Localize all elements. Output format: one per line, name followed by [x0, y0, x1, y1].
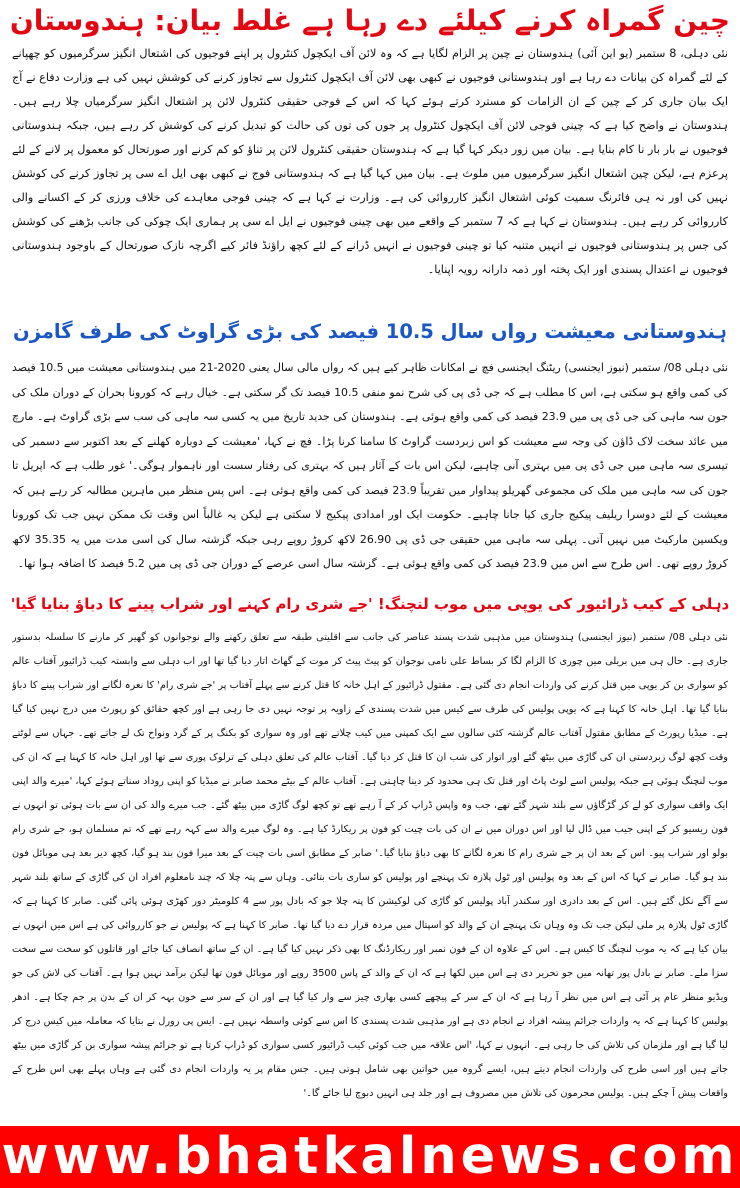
article-2-headline: ہندوستانی معیشت رواں سال 10.5 فیصد کی بڑی گراوٹ کی طرف گامزن: [13, 320, 727, 343]
footer-banner: [0, 1126, 740, 1188]
article-1-text: نئی دہلی، 8 ستمبر (یو این آئی) ہندوستان نے چین پر الزام لگایا ہے کہ وہ لائن آف ایکچول کنٹرول پر اپنے فوجیوں کی اشتعال انگیز سرگرمیوں کو چھپانے کے لئے گمراہ کن بیانات دے رہا ہے اور ہندوستانی فوجیوں نے کبھی بھی لائن آف ایکچول کنٹرول سے تجاوز کرنے کی کوشش نہیں کی ہے وزارت دفاع نے آج ایک بیان جاری کر کے چین کے ان الزامات کو مسترد کرتے ہوئے کہا کہ اس کے فوجی حقیقی کنٹرول لائن پر اشتعال انگیز سرگرمیاں چلا رہے ہیں۔ ہندوستان نے واضح کیا ہے کہ چینی فوجی لائن آف ایکچول کنٹرول پر جوں کی توں کی حالت کو تبدیل کرنے کی کوشش کر رہے ہیں، جبکہ ہندوستانی فوجیوں نے بار بار نا کام بنایا ہے۔ بیان میں زور دیکر کہا گیا ہے کہ ہندوستان حقیقی کنٹرول لائن پر تناؤ کو کم کرنے اور صورتحال کو معمول پر لانے کے لئے پرعزم ہے، لیکن چین اشتعال انگیز سرگرمیوں میں ملوث ہے۔ بیان میں کہا گیا ہے کہ ہندوستانی فوج نے کبھی بھی ایل اے سی پر تجاوز کرنے کی کوشش نہیں کی اور نہ ہی فائرنگ سمیت کوئی اشتعال انگیز کارروائی کی ہے۔ وزارت نے کہا ہے کہ چینی فوجی معاہدے کی خلاف ورزی کر کے اکسانے والی کارروائی کر رہے ہیں۔ ہندوستان نے کہا ہے کہ 7 ستمبر کے واقعے میں بھی چینی فوجیوں نے ایل اے سی پر ہماری ایک چوکی کی جانب بڑھنے کی کوشش کی جس پر ہندوستانی فوجیوں نے انہیں متنبہ کیا تو چینی فوجیوں نے انہیں ڈرانے کے لئے کچھ راؤنڈ فائر کیے اگرچہ نازک صورتحال کے باوجود ہندوستانی فوجیوں نے اعتدال پسندی اور ایک پختہ اور ذمہ دارانہ رویہ اپنایا۔: [12, 47, 728, 276]
article-1-headline: چین گمراہ کرنے کیلئے دے رہا ہے غلط بیان: ہندوستان: [10, 4, 730, 37]
article-2-text: نئی دہلی 08/ ستمبر (نیوز ایجنسی) ریٹنگ ایجنسی فچ نے امکانات ظاہر کیے ہیں کہ رواں مالی سال یعنی 2020-21 میں ہندوستانی معیشت میں 10.5 فیصد کی کمی واقع ہو سکتی ہے، اس کا مطلب ہے کہ جی ڈی پی کی شرح نمو منفی 10.5 فیصد تک گر سکتی ہے۔ خیال رہے کہ کورونا بحران کے دوران ملک کی جون سہ ماہی کی جی ڈی پی میں 23.9 فیصد کی کمی واقع ہوئی ہے۔ ہندوستان کی جدید تاریخ میں یہ کسی سہ ماہی کی سب سے بڑی گراوٹ ہے۔ مارچ میں عائد سخت لاک ڈاؤن کی وجہ سے معیشت کو اس زبردست گراوٹ کا سامنا کرنا پڑا۔ فچ نے کہا، 'معیشت کے دوبارہ کھلنے کے بعد اکتوبر سے دسمبر کی تیسری سہ ماہی میں جی ڈی پی میں بہتری آنی چاہیے، لیکن اس بات کے آثار ہیں کہ بہتری کی رفتار سست اور ناہموار ہوگی۔' غور طلب ہے کہ اپریل تا جون کی سہ ماہی میں ملک کی مجموعی گھریلو پیداوار میں تقریباً 23.9 فیصد کی کمی واقع ہوئی ہے۔ اس پس منظر میں ماہرین مطالبہ کر رہے ہیں کہ معیشت کے لئے دوسرا ریلیف پیکیج جاری کیا جانا چاہیے۔ حکومت ایک اور امدادی پیکیج لا سکتی ہے لیکن یہ غالباً اس وقت تک ممکن نہیں جب تک کورونا ویکسین مارکیٹ میں نہیں آتی۔ پہلی سہ ماہی میں حقیقی جی ڈی پی 26.90 لاکھ کروڑ روپے رہی جبکہ گزشتہ سال کی اسی مدت میں یہ 35.35 لاکھ کروڑ روپے تھی۔ اس طرح سے اس میں 23.9 فیصد کی کمی واقع ہوئی ہے۔ گزشتہ سال اسی عرصے کے دوران جی ڈی پی میں 5.2 فیصد کا اضافہ ہوا تھا۔: [12, 361, 728, 570]
article-1-body: [12, 42, 728, 308]
article-2-body: [12, 356, 728, 582]
article-3-body: [12, 626, 728, 1122]
site-url-link[interactable]: www.bhatkalnews.com: [1, 1127, 739, 1186]
article-3-text: نئی دہلی 08/ ستمبر (نیوز ایجنسی) ہندوستان میں مذہبی شدت پسند عناصر کی جانب سے اقلیتی طبقہ سے تعلق رکھنے والے نوجوانوں کو گھیر کر مارنے کا سلسلہ بدستور جاری ہے۔ حال ہی میں بریلی میں چوری کا الزام لگا کر بساط علی نامی نوجوان کو پیٹ پیٹ کر موت کے گھاٹ اتار دیا گیا تھا اور اب دہلی سے وابستہ کیب ڈرائیور آفتاب عالم کو سواری بن کر یوپی میں قتل کرنے کی واردات انجام دی گئی ہے۔ مقتول ڈرائیور کے اہل خانہ کا قتل کرنے سے پہلے آفتاب پر 'جے شری رام' کا نعرہ لگانے اور شراب پینے کا دباؤ بنایا گیا تھا۔ اہل خانہ کا کہنا ہے کہ یوپی پولیس کی طرف سے کیس میں شدت پسندی کے زاویہ پر توجہ نہیں دی جا رہی ہے اور کچھ حقائق کو رپورٹ میں درج نہیں کیا گیا ہے۔ میڈیا رپورٹ کے مطابق مقتول آفتاب عالم گزشتہ کئی سالوں سے ایک کمپنی میں کیب چلاتے تھے اور وہ سواری کو بکنگ پر کے گرد ونواح تک لے جاتے تھے۔ جہاں سے لوٹتے وقت کچھ لوگ زبردستی ان کی گاڑی میں بیٹھ گئے اور اتوار کی شب ان کا قتل کر دیا گیا۔ آفتاب عالم کی تعلق دہلی کے ترلوک پوری سے تھا اور اہل خانہ کا کہنا ہے کہ ان کی موب لنچنگ ہوئی ہے جبکہ پولیس اسے لوٹ پاٹ اور قتل تک ہی محدود کر دینا چاہتی ہے۔ آفتاب عالم کے بیٹے محمد صابر نے میڈیا کو اپنی روداد سناتے ہوئے کہا، 'میرے والد اپنی ایک واقف سواری کو لے کر گڑگاؤں سے بلند شہر گئے تھے، جب وہ واپس ڈراپ کر کے آ رہے تھے تو کچھ لوگ گاڑی میں بیٹھ گئے۔ جب میرے والد کی ان سے بات ہوئی تو انہوں نے فون ریسیو کر کے اپنی جیب میں ڈال لیا اور اس دوران میں نے ان کی بات چیت کو فون پر ریکارڈ کیا ہے۔ وہ لوگ میرے والد سے کہہ رہے تھے کہ تم مسلمان ہو، جے شری رام بولو اور شراب پیو۔ اس کے بعد ان پر جے شری رام کا نعرہ لگانے کا بھی دباؤ بنایا گیا۔' صابر کے مطابق اسی بات چیت کے بعد میرا فون بند ہو گیا، کچھ دیر بعد ہی موبائل فون بند ہو گیا۔ صابر نے کہا کہ اس کے بعد وہ پولیس اور ٹول پلازہ تک پہنچے اور پولیس کو ساری بات بتائی۔ وہاں سے پتہ چلا کہ چند نامعلوم افراد ان کی گاڑی کے ساتھ بلند شہر سے آگے نکل گئے ہیں۔ اس کے بعد دادری اور سکندر آباد پولیس کو گاڑی کی لوکیشن کا پتہ چلا جو کہ بادل پور سے 4 کلومیٹر دور کھڑی ہوئی پائی گئی۔ صابر کا کہنا ہے کہ گاڑی ٹول پلازہ پر ملی لیکن جب تک وہ وہاں تک پہنچے ان کے والد کو اسپتال میں مردہ قرار دے دیا گیا تھا۔ صابر کا کہنا ہے کہ پولیس نے جو کارروائی کی ہے اس میں انہوں نے بیان کیا ہے کہ یہ موب لنچنگ کا کیس ہے۔ اس کے علاوہ ان کے فون نمبر اور ریکارڈنگ کا بھی ذکر نہیں کیا گیا ہے۔ ان کے ساتھ انصاف کیا جائے اور قاتلوں کو سخت سے سخت سزا ملے۔ صابر نے بادل پور تھانہ میں جو تحریر دی ہے اس میں لکھا ہے کہ ان کے والد کے پاس 3500 روپے اور موبائل فون تھا لیکن برآمد نہیں ہوا ہے۔ آفتاب کی لاش کی جو ویڈیو منظر عام پر آئی ہے اس میں نظر آ رہا ہے کہ ان کے سر کے پیچھے کسی بھاری چیز سے وار کیا گیا ہے اور ان کے سر سے خون بہہ کر ان کے بدن پر جم چکا ہے۔ ادھر پولیس کا کہنا ہے کہ یہ واردات جرائم پیشہ افراد نے انجام دی ہے اور مذہبی شدت پسندی کا اس سے کوئی واسطہ نہیں ہے۔ ایس پی رورل نے بتایا کہ معاملہ میں کیس درج کر لیا گیا ہے اور ملزمان کی تلاش کی جا رہی ہے۔ انہوں نے کہا، 'اس علاقہ میں جب کوئی کیب ڈرائیور کسی سواری کو ڈراپ کرتا ہے تو جرائم پیشہ سواری بن کر گاڑی میں بیٹھ جاتے ہیں اور اسی طرح کی واردات انجام دیتے ہیں، ایسے گروہ میں خواتین بھی شامل ہوتی ہیں۔ جس مقام پر یہ واردات انجام دی گئی ہے وہاں پہلے بھی اس طرح کے واقعات پیش آ چکے ہیں۔ پولیس مجرمون کی تلاش میں مصروف ہے اور جلد ہی انہیں دبوچ لیا جائے گا۔': [12, 632, 728, 1099]
article-3-headline: دہلی کے کیب ڈرائیور کی یوپی میں موب لنچنگ! 'جے شری رام کہنے اور شراب پینے کا دباؤ بنایا گیا': [10, 595, 730, 613]
